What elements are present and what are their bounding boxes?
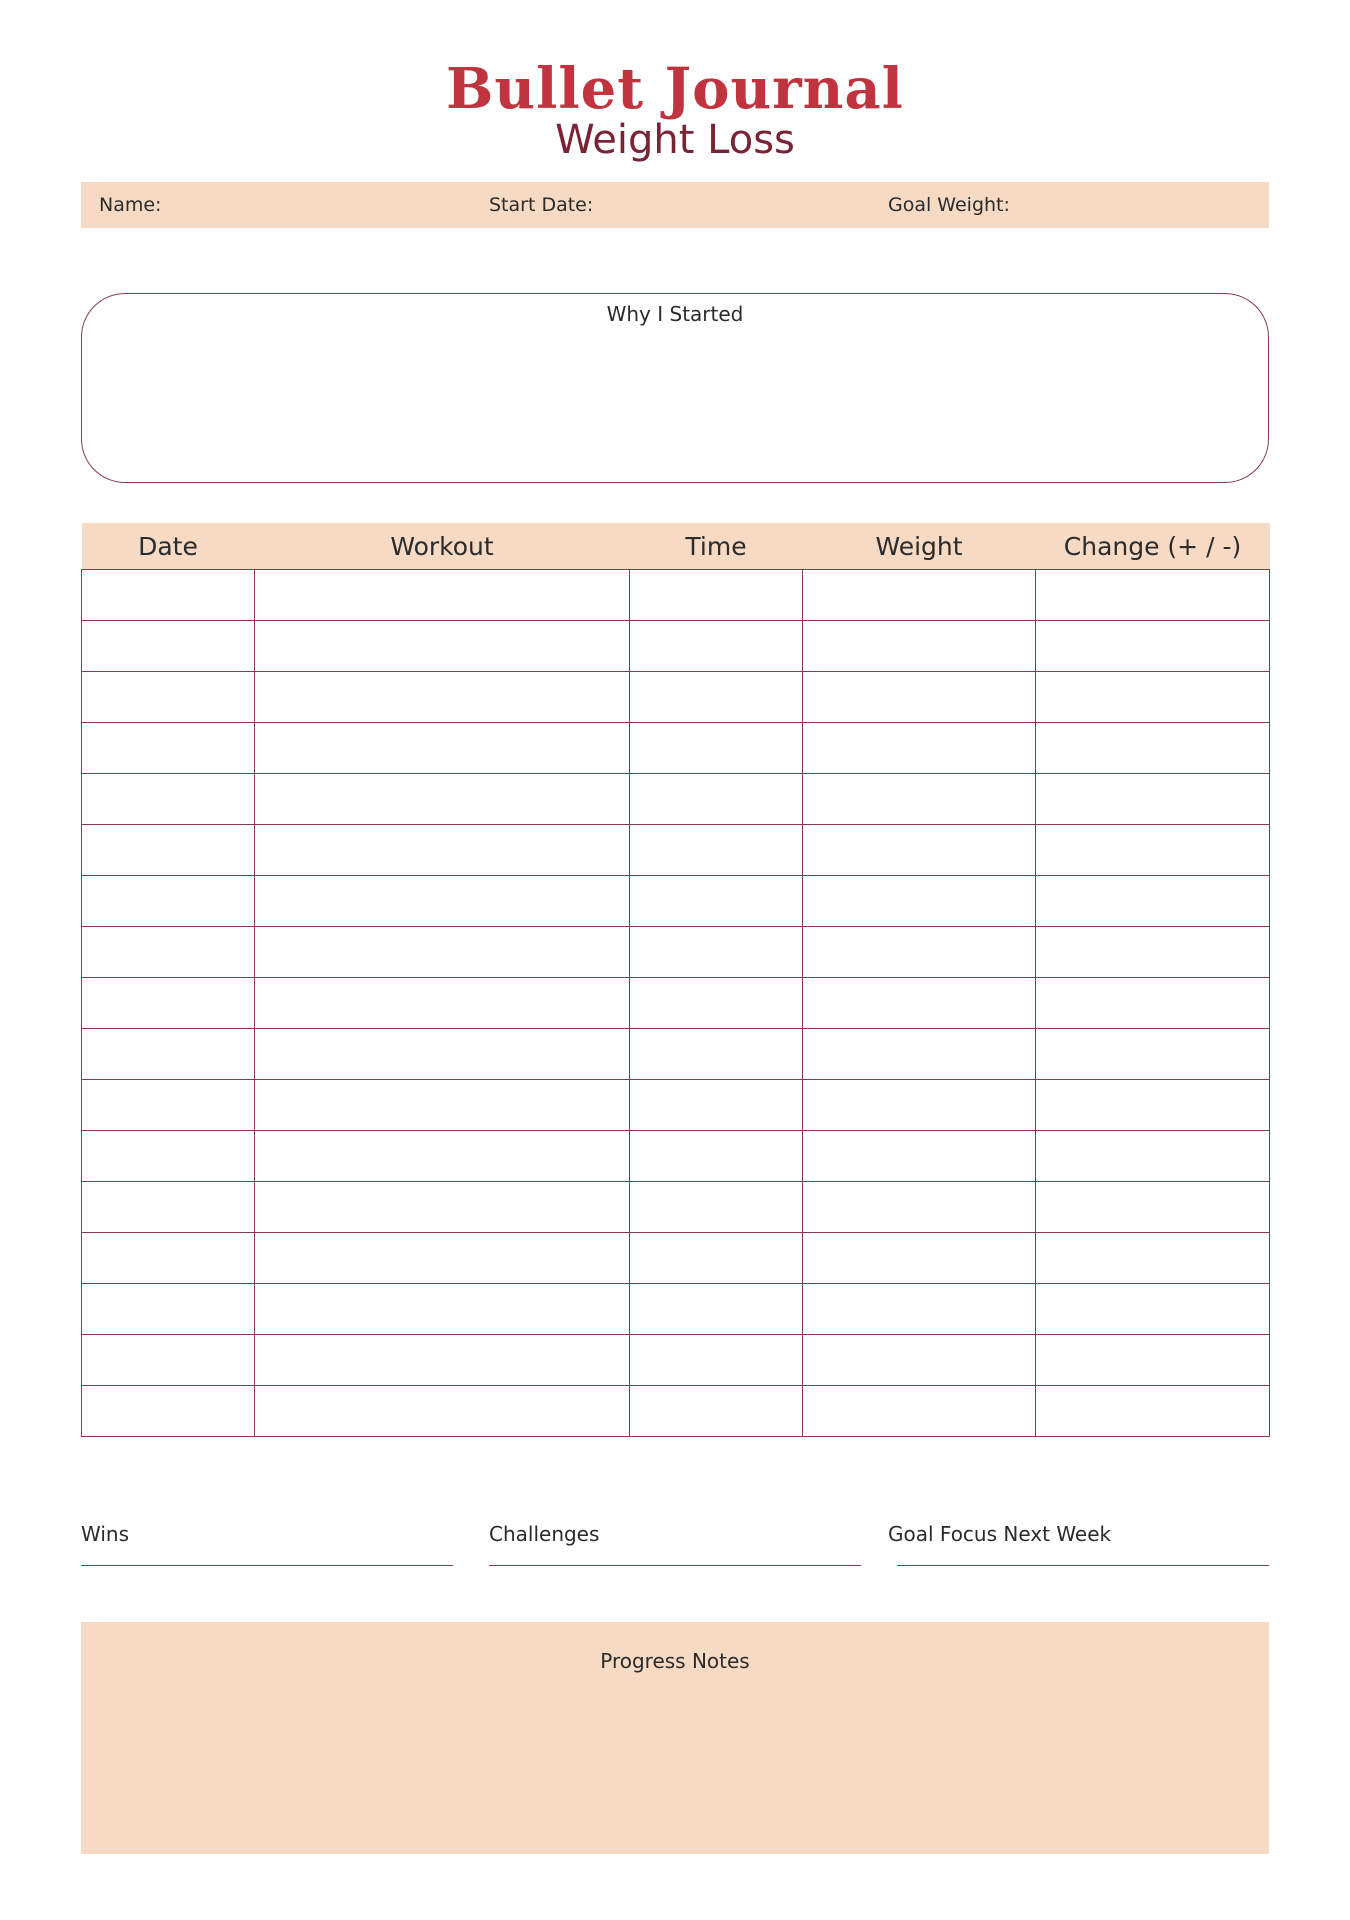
column-header-time: Time xyxy=(630,523,803,570)
table-cell[interactable] xyxy=(630,825,803,876)
challenges-section[interactable] xyxy=(489,1520,861,1566)
table-cell[interactable] xyxy=(630,1335,803,1386)
table-cell[interactable] xyxy=(630,1233,803,1284)
table-cell[interactable] xyxy=(1036,1080,1270,1131)
table-cell[interactable] xyxy=(1036,978,1270,1029)
column-header-date: Date xyxy=(82,523,255,570)
table-cell[interactable] xyxy=(630,621,803,672)
table-cell[interactable] xyxy=(803,1386,1036,1437)
table-cell[interactable] xyxy=(1036,927,1270,978)
table-cell[interactable] xyxy=(1036,570,1270,621)
table-cell[interactable] xyxy=(630,876,803,927)
table-cell[interactable] xyxy=(82,927,255,978)
table-row xyxy=(82,1131,1270,1182)
table-row xyxy=(82,774,1270,825)
goal-weight-field-label: Goal Weight: xyxy=(888,194,1010,216)
table-cell[interactable] xyxy=(803,1029,1036,1080)
table-cell[interactable] xyxy=(1036,1131,1270,1182)
table-cell[interactable] xyxy=(82,876,255,927)
wins-label: Wins xyxy=(81,1522,129,1546)
table-cell[interactable] xyxy=(1036,621,1270,672)
table-cell[interactable] xyxy=(1036,723,1270,774)
table-cell[interactable] xyxy=(82,978,255,1029)
workout-log-table xyxy=(81,523,1270,1437)
table-cell[interactable] xyxy=(803,1284,1036,1335)
table-cell[interactable] xyxy=(82,570,255,621)
table-row xyxy=(82,672,1270,723)
table-row xyxy=(82,1386,1270,1437)
info-bar xyxy=(81,182,1269,228)
table-cell[interactable] xyxy=(255,1080,630,1131)
table-row xyxy=(82,876,1270,927)
table-cell[interactable] xyxy=(803,1335,1036,1386)
table-cell[interactable] xyxy=(255,1131,630,1182)
table-cell[interactable] xyxy=(630,1182,803,1233)
table-cell[interactable] xyxy=(255,1233,630,1284)
table-cell[interactable] xyxy=(803,1233,1036,1284)
table-cell[interactable] xyxy=(255,621,630,672)
table-cell[interactable] xyxy=(803,723,1036,774)
table-cell[interactable] xyxy=(82,621,255,672)
table-cell[interactable] xyxy=(803,672,1036,723)
table-cell[interactable] xyxy=(255,978,630,1029)
table-cell[interactable] xyxy=(1036,672,1270,723)
table-cell[interactable] xyxy=(803,825,1036,876)
goal-focus-label: Goal Focus Next Week xyxy=(888,1522,1112,1546)
table-cell[interactable] xyxy=(803,621,1036,672)
column-header-change: Change (+ / -) xyxy=(1036,523,1270,570)
name-field-label: Name: xyxy=(99,194,162,216)
table-cell[interactable] xyxy=(803,978,1036,1029)
table-row xyxy=(82,825,1270,876)
table-cell[interactable] xyxy=(1036,1029,1270,1080)
table-body xyxy=(82,570,1270,1437)
page-title: Bullet Journal xyxy=(446,56,904,122)
table-cell[interactable] xyxy=(82,1386,255,1437)
goal-focus-section[interactable] xyxy=(888,1520,1269,1566)
table-cell[interactable] xyxy=(1036,774,1270,825)
start-date-field-label: Start Date: xyxy=(489,194,594,216)
table-cell[interactable] xyxy=(803,927,1036,978)
why-i-started-box[interactable] xyxy=(81,293,1269,483)
table-cell[interactable] xyxy=(803,1080,1036,1131)
table-cell[interactable] xyxy=(630,1131,803,1182)
table-cell[interactable] xyxy=(630,978,803,1029)
table-cell[interactable] xyxy=(255,825,630,876)
wins-line xyxy=(81,1565,453,1566)
table-row xyxy=(82,978,1270,1029)
table-row xyxy=(82,1029,1270,1080)
table-cell[interactable] xyxy=(82,1131,255,1182)
table-row xyxy=(82,621,1270,672)
table-cell[interactable] xyxy=(255,1182,630,1233)
table-cell[interactable] xyxy=(255,672,630,723)
table-cell[interactable] xyxy=(630,723,803,774)
table-cell[interactable] xyxy=(255,876,630,927)
table-cell[interactable] xyxy=(1036,1284,1270,1335)
table-cell[interactable] xyxy=(1036,1233,1270,1284)
table-cell[interactable] xyxy=(82,672,255,723)
why-i-started-label: Why I Started xyxy=(606,302,744,326)
table-cell[interactable] xyxy=(1036,1335,1270,1386)
table-cell[interactable] xyxy=(630,1080,803,1131)
column-header-workout: Workout xyxy=(255,523,630,570)
table-cell[interactable] xyxy=(82,1182,255,1233)
table-row xyxy=(82,1284,1270,1335)
table-cell[interactable] xyxy=(82,1233,255,1284)
table-cell[interactable] xyxy=(255,774,630,825)
table-cell[interactable] xyxy=(803,876,1036,927)
table-cell[interactable] xyxy=(803,1131,1036,1182)
table-cell[interactable] xyxy=(630,1029,803,1080)
table-cell[interactable] xyxy=(630,774,803,825)
table-cell[interactable] xyxy=(255,723,630,774)
table-cell[interactable] xyxy=(82,825,255,876)
table-cell[interactable] xyxy=(803,1182,1036,1233)
table-row xyxy=(82,723,1270,774)
table-row xyxy=(82,1335,1270,1386)
table-cell[interactable] xyxy=(630,927,803,978)
wins-section[interactable] xyxy=(81,1520,453,1566)
goal-focus-line xyxy=(897,1565,1269,1566)
challenges-line xyxy=(489,1565,861,1566)
column-header-weight: Weight xyxy=(803,523,1036,570)
progress-notes-box[interactable] xyxy=(81,1622,1269,1854)
table-row xyxy=(82,927,1270,978)
table-cell[interactable] xyxy=(82,1080,255,1131)
table-cell[interactable] xyxy=(82,723,255,774)
table-cell[interactable] xyxy=(255,927,630,978)
table-cell[interactable] xyxy=(82,1335,255,1386)
table-cell[interactable] xyxy=(82,774,255,825)
table-header-row xyxy=(82,523,1270,570)
table-cell[interactable] xyxy=(1036,1182,1270,1233)
page-subtitle: Weight Loss xyxy=(555,117,795,163)
table-cell[interactable] xyxy=(630,1386,803,1437)
table-cell[interactable] xyxy=(255,570,630,621)
progress-notes-label: Progress Notes xyxy=(600,1649,750,1673)
table-cell[interactable] xyxy=(1036,1386,1270,1437)
table-cell[interactable] xyxy=(803,774,1036,825)
table-cell[interactable] xyxy=(82,1029,255,1080)
table-cell[interactable] xyxy=(630,570,803,621)
table-cell[interactable] xyxy=(1036,876,1270,927)
table-cell[interactable] xyxy=(255,1335,630,1386)
challenges-label: Challenges xyxy=(489,1522,600,1546)
table-cell[interactable] xyxy=(1036,825,1270,876)
table-row xyxy=(82,1233,1270,1284)
table-cell[interactable] xyxy=(82,1284,255,1335)
table-cell[interactable] xyxy=(630,672,803,723)
table-row xyxy=(82,1182,1270,1233)
table-row xyxy=(82,570,1270,621)
table-cell[interactable] xyxy=(803,570,1036,621)
table-cell[interactable] xyxy=(255,1284,630,1335)
table-cell[interactable] xyxy=(255,1029,630,1080)
table-cell[interactable] xyxy=(630,1284,803,1335)
table-row xyxy=(82,1080,1270,1131)
table-cell[interactable] xyxy=(255,1386,630,1437)
